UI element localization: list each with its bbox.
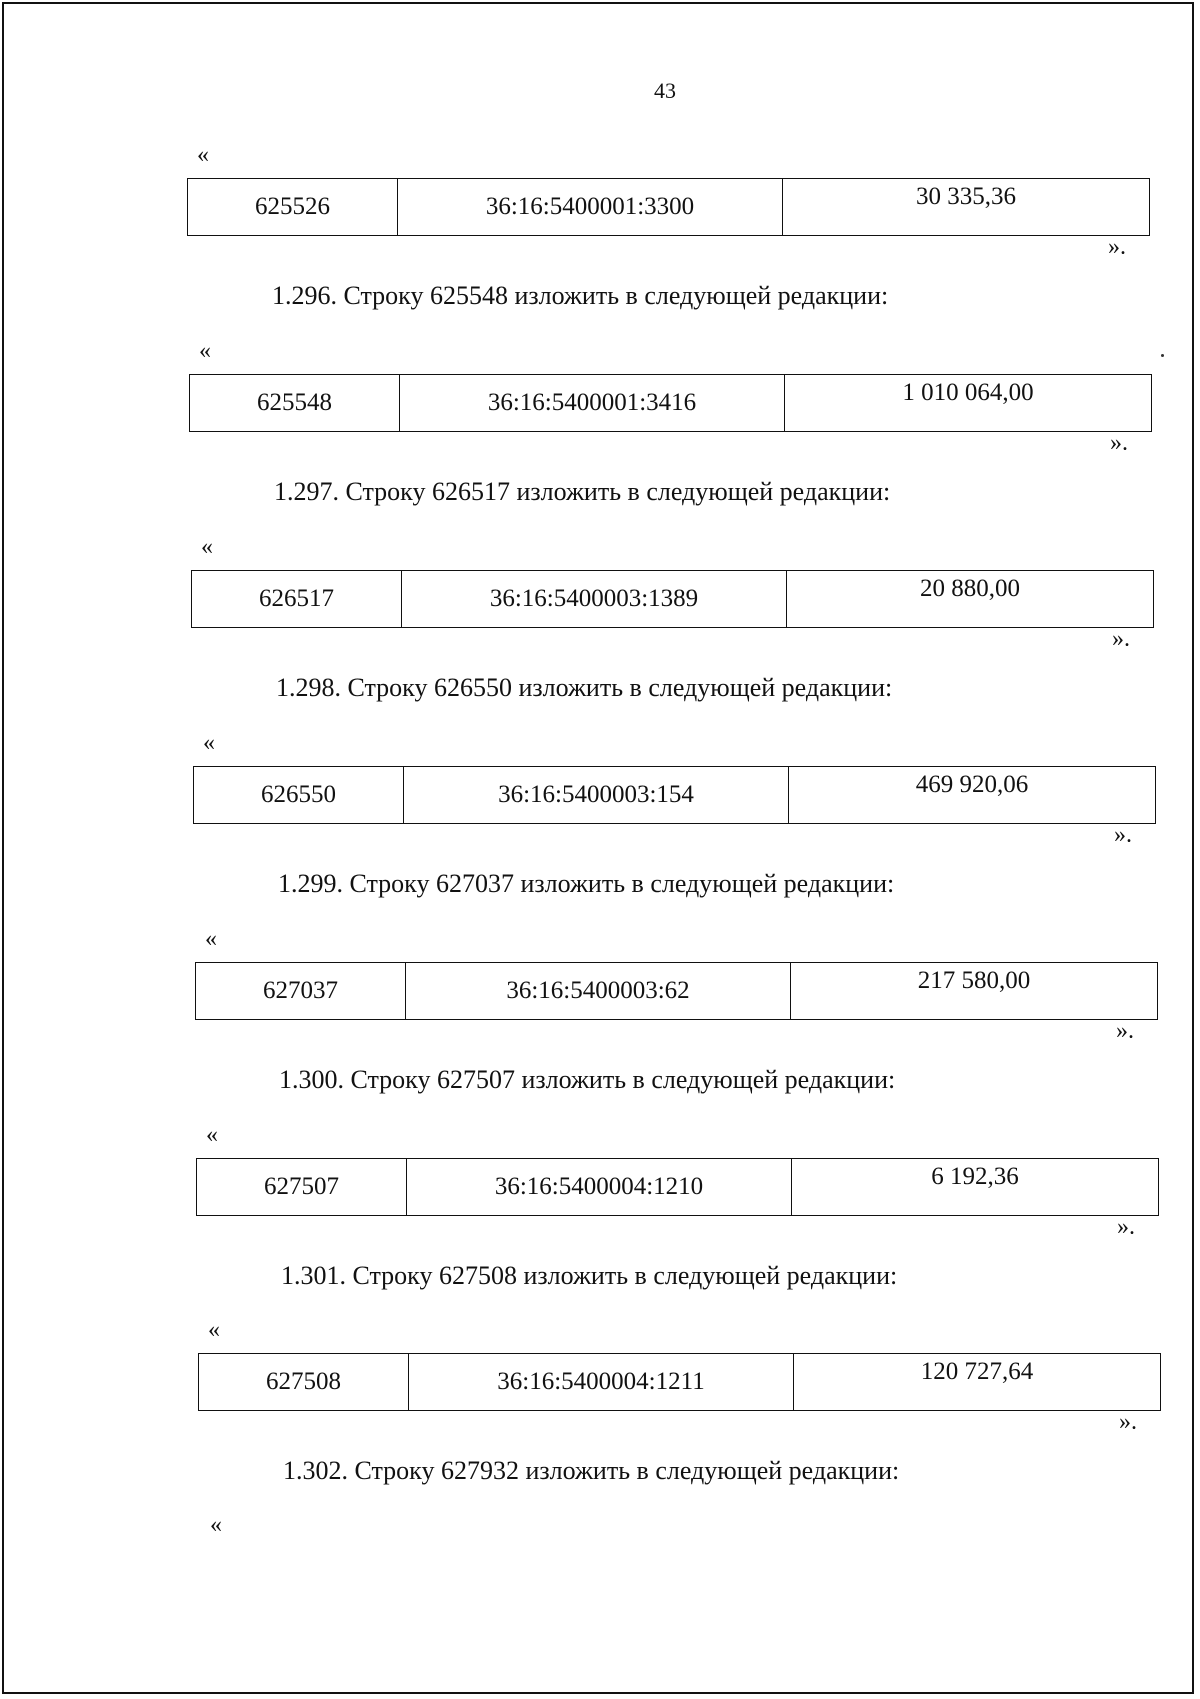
- row-value: 120 727,64: [794, 1354, 1161, 1411]
- quote-close: ».: [1117, 1214, 1135, 1240]
- instruction-text: 1.300. Строку 627507 изложить в следующей редакции:: [279, 1065, 896, 1094]
- page-frame: [2, 2, 1194, 1694]
- table-row: [199, 1354, 1161, 1411]
- instruction-text: 1.301. Строку 627508 изложить в следующей редакции:: [281, 1261, 898, 1290]
- row-value: 217 580,00: [791, 963, 1158, 1020]
- row-code: 626517: [192, 571, 402, 628]
- row-cadastral-number: 36:16:5400004:1210: [407, 1159, 792, 1216]
- quote-open: «: [206, 1122, 218, 1148]
- row-cadastral-number: 36:16:5400001:3416: [400, 375, 785, 432]
- row-cadastral-number: 36:16:5400001:3300: [398, 179, 783, 236]
- row-code: 627037: [196, 963, 406, 1020]
- row-value: 469 920,06: [789, 767, 1156, 824]
- table-row: [188, 179, 1150, 236]
- page-number: 43: [654, 78, 676, 103]
- quote-close: ».: [1110, 430, 1128, 456]
- quote-close: ».: [1108, 234, 1126, 260]
- quote-close: ».: [1114, 822, 1132, 848]
- quote-open: «: [197, 142, 209, 168]
- row-value: 20 880,00: [787, 571, 1154, 628]
- row-code: 627507: [197, 1159, 407, 1216]
- row-table: [196, 1158, 1159, 1216]
- row-code: 627508: [199, 1354, 409, 1411]
- scan-speck: [1161, 354, 1164, 357]
- instruction-text: 1.302. Строку 627932 изложить в следующей редакции:: [283, 1456, 900, 1485]
- row-table: [193, 766, 1156, 824]
- quote-open: «: [210, 1512, 222, 1538]
- instruction-text: 1.297. Строку 626517 изложить в следующей редакции:: [274, 477, 891, 506]
- row-cadastral-number: 36:16:5400004:1211: [409, 1354, 794, 1411]
- quote-open: «: [205, 926, 217, 952]
- row-table: [198, 1353, 1161, 1411]
- row-table: [195, 962, 1158, 1020]
- quote-close: ».: [1119, 1409, 1137, 1435]
- table-row: [192, 571, 1154, 628]
- quote-close: ».: [1116, 1018, 1134, 1044]
- table-row: [196, 963, 1158, 1020]
- quote-open: «: [201, 534, 213, 560]
- row-code: 626550: [194, 767, 404, 824]
- row-value: 6 192,36: [792, 1159, 1159, 1216]
- instruction-text: 1.296. Строку 625548 изложить в следующей редакции:: [272, 281, 889, 310]
- row-table: [191, 570, 1154, 628]
- table-row: [190, 375, 1152, 432]
- quote-close: ».: [1112, 626, 1130, 652]
- row-code: 625526: [188, 179, 398, 236]
- quote-open: «: [199, 338, 211, 364]
- row-value: 30 335,36: [783, 179, 1150, 236]
- table-row: [194, 767, 1156, 824]
- row-cadastral-number: 36:16:5400003:62: [406, 963, 791, 1020]
- row-code: 625548: [190, 375, 400, 432]
- table-row: [197, 1159, 1159, 1216]
- row-cadastral-number: 36:16:5400003:154: [404, 767, 789, 824]
- quote-open: «: [208, 1317, 220, 1343]
- row-value: 1 010 064,00: [785, 375, 1152, 432]
- instruction-text: 1.298. Строку 626550 изложить в следующей редакции:: [276, 673, 893, 702]
- row-cadastral-number: 36:16:5400003:1389: [402, 571, 787, 628]
- instruction-text: 1.299. Строку 627037 изложить в следующей редакции:: [278, 869, 895, 898]
- quote-open: «: [203, 730, 215, 756]
- row-table: [187, 178, 1150, 236]
- row-table: [189, 374, 1152, 432]
